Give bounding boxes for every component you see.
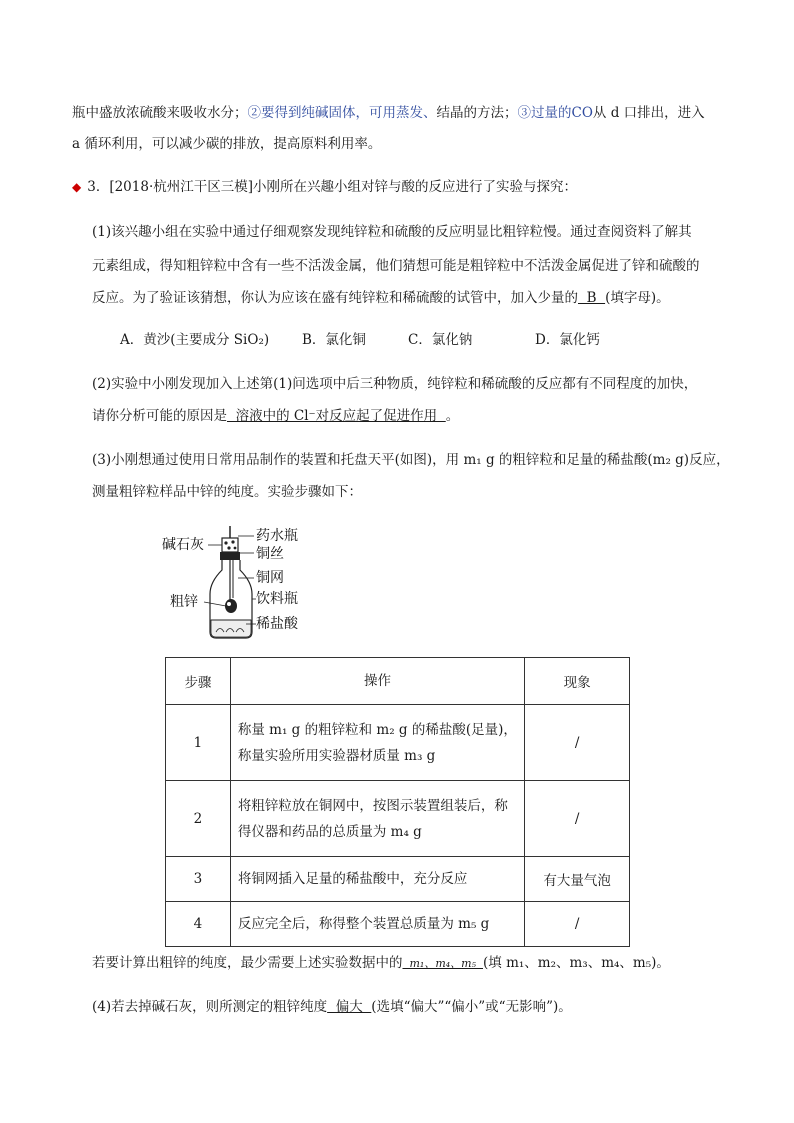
intro-text: 瓶中盛放浓硫酸来吸收水分； [72, 105, 248, 121]
part4-text: (4)若去掉碱石灰，则所测定的粗锌纯度 [92, 999, 328, 1015]
fig-label-medicine-bottle: 药水瓶 [256, 529, 298, 544]
part4-text: (选填“偏大”“偏小”或“无影响”)。 [371, 999, 572, 1015]
intro-text: 从 d 口排出，进入 [592, 105, 705, 121]
intro-text: 结晶的方法； [436, 105, 518, 121]
apparatus-figure [160, 522, 340, 647]
fig-label-dilute-hcl: 稀盐酸 [256, 617, 298, 632]
fig-label-copper-mesh: 铜网 [256, 571, 284, 586]
option-d: D．氯化钙 [535, 332, 600, 348]
step-phenomenon: / [525, 705, 630, 781]
step-phenomenon: 有大量气泡 [525, 857, 630, 902]
fig-label-drink-bottle: 饮料瓶 [256, 592, 298, 607]
header-step: 步骤 [166, 658, 231, 705]
step-operation: 反应完全后，称得整个装置总质量为 m₅ g [230, 902, 524, 947]
table-row [166, 781, 630, 857]
part2-answer: 溶液中的 Cl⁻对反应起了促进作用 [227, 408, 446, 424]
intro-text-blue: ③过量的CO [517, 105, 593, 121]
question-header-text: 3．[2018·杭州江干区三模]小刚所在兴趣小组对锌与酸的反应进行了实验与探究： [87, 179, 578, 195]
part3-line-2: 测量粗锌粒样品中锌的纯度。实验步骤如下： [92, 484, 362, 500]
step-number: 4 [166, 902, 231, 947]
option-c: C．氯化钠 [408, 332, 473, 348]
step-number: 3 [166, 857, 231, 902]
question-header [72, 177, 577, 197]
intro-line-1 [72, 103, 705, 123]
part3-text: 若要计算出粗锌的纯度，最少需要上述实验数据中的 [92, 955, 403, 971]
part1-line-3 [92, 288, 670, 308]
header-operation: 操作 [230, 658, 524, 705]
step-phenomenon: / [525, 781, 630, 857]
part2-text: 。 [445, 408, 460, 424]
fig-label-soda-lime: 碱石灰 [162, 538, 204, 553]
table-row [166, 857, 630, 902]
part2-text: 请你分析可能的原因是 [92, 408, 227, 424]
header-phenomenon: 现象 [525, 658, 630, 705]
step-number: 2 [166, 781, 231, 857]
step-operation: 将铜网插入足量的稀盐酸中，充分反应 [230, 857, 524, 902]
table-row [166, 705, 630, 781]
part4-line [92, 997, 572, 1017]
steps-table [165, 657, 630, 947]
part4-answer: 偏大 [327, 999, 372, 1015]
step-number: 1 [166, 705, 231, 781]
part1-line-1: (1)该兴趣小组在实验中通过仔细观察发现纯锌粒和硫酸的反应明显比粗锌粒慢。通过查阅资料了解其 [92, 224, 692, 240]
part2-line-2 [92, 406, 459, 426]
part3-answer-line [92, 953, 670, 974]
table-row [166, 902, 630, 947]
option-a: A．黄沙(主要成分 SiO₂) [120, 332, 270, 348]
intro-line-2: a 循环利用，可以减少碳的排放，提高原料利用率。 [72, 136, 382, 152]
part3-line-1: (3)小刚想通过使用日常用品制作的装置和托盘天平(如图)，用 m₁ g 的粗锌粒和足量的稀盐酸(m₂ g)反应， [92, 452, 730, 468]
table-header-row [166, 658, 630, 705]
part1-text: 反应。为了验证该猜想，你认为应该在盛有纯锌粒和稀硫酸的试管中，加入少量的 [92, 290, 578, 306]
part1-answer: B [578, 290, 606, 306]
fig-label-crude-zinc: 粗锌 [170, 595, 198, 610]
part3-answer: m₁、m₄、m₅ [402, 957, 484, 970]
part1-line-2: 元素组成，得知粗锌粒中含有一些不活泼金属，他们猜想可能是粗锌粒中不活泼金属促进了锌和硫酸的 [92, 258, 700, 274]
step-operation: 称量 m₁ g 的粗锌粒和 m₂ g 的稀盐酸(足量)，称量实验所用实验器材质量 m₃ g [230, 705, 524, 781]
step-operation: 将粗锌粒放在铜网中，按图示装置组装后，称得仪器和药品的总质量为 m₄ g [230, 781, 524, 857]
apparatus-diagram [160, 522, 340, 647]
part1-text: (填字母)。 [605, 290, 670, 306]
fig-label-copper-wire: 铜丝 [256, 547, 284, 562]
option-b: B．氯化铜 [302, 332, 366, 348]
part2-line-1: (2)实验中小刚发现加入上述第(1)问选项中后三种物质，纯锌粒和稀硫酸的反应都有不同程度的加快， [92, 376, 698, 392]
diamond-bullet-icon: ◆ [72, 180, 82, 194]
part3-text: (填 m₁、m₂、m₃、m₄、m₅)。 [483, 955, 670, 971]
step-phenomenon: / [525, 902, 630, 947]
intro-text-blue: ②要得到纯碱固体，可用蒸发、 [247, 105, 437, 121]
